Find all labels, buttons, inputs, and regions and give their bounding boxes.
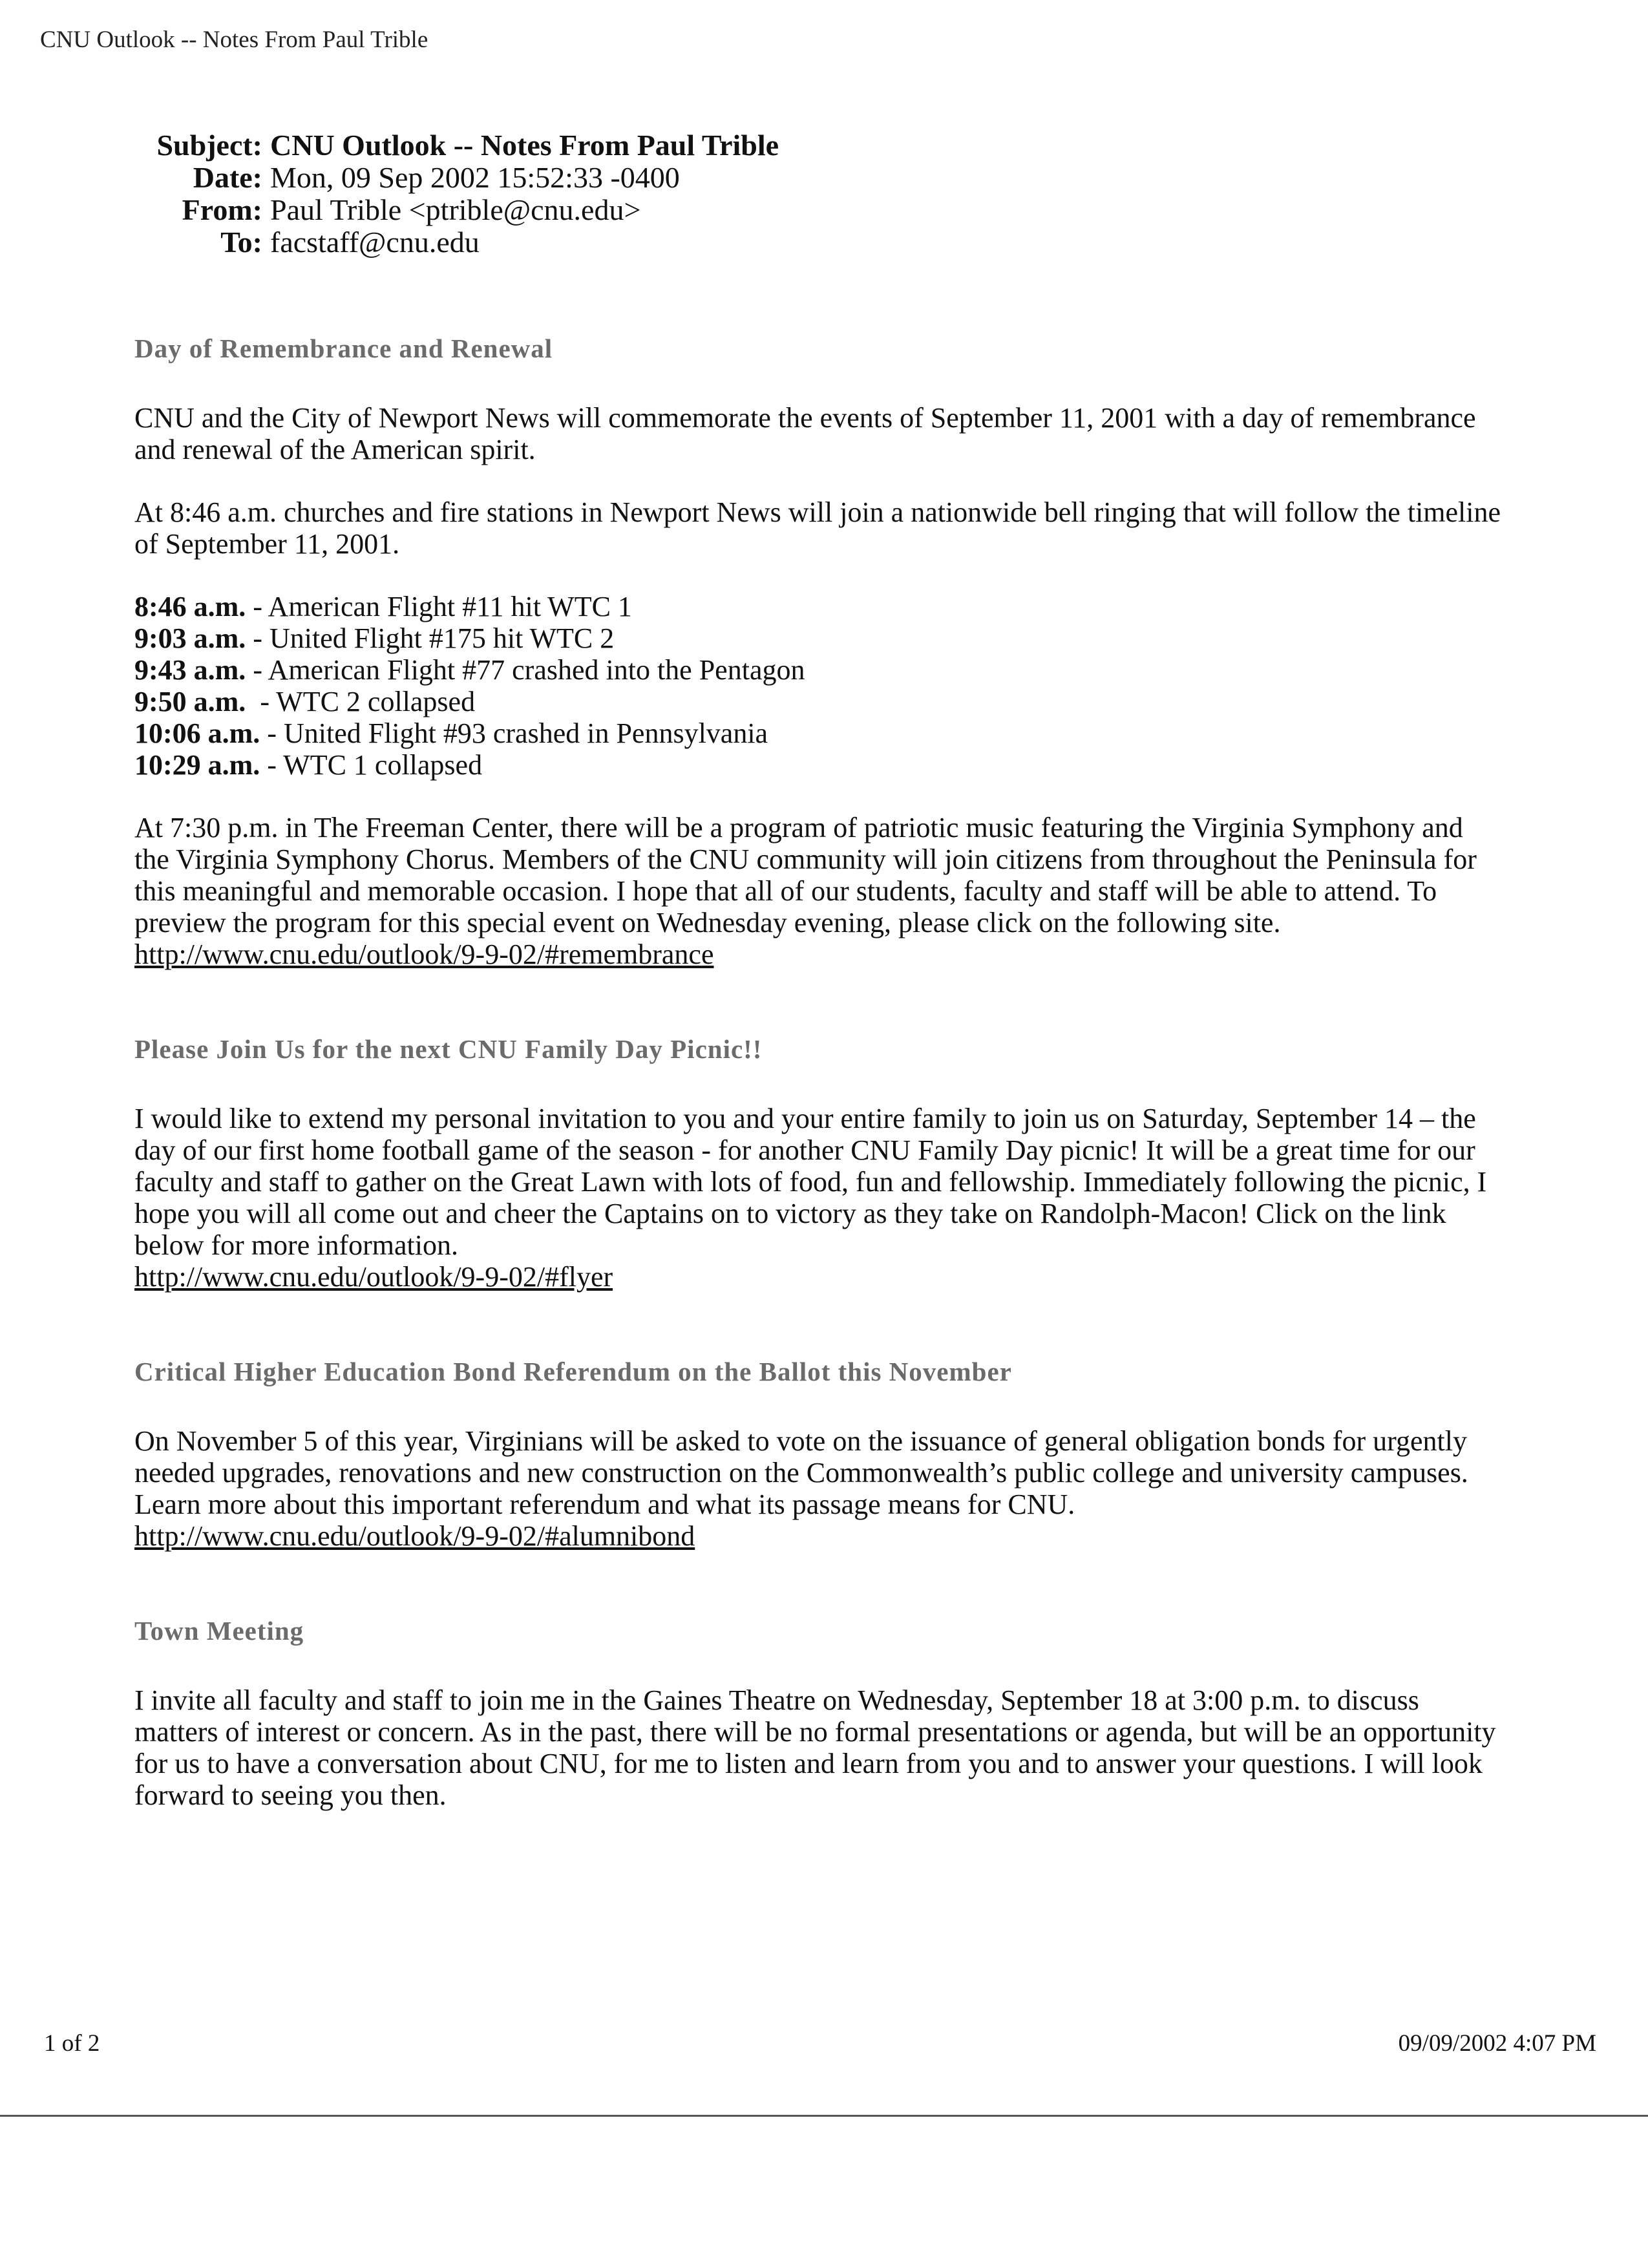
subject-value: CNU Outlook -- Notes From Paul Trible [270, 129, 779, 162]
subject-label: Subject: [156, 129, 262, 162]
timeline-list [134, 591, 1505, 781]
from-row [141, 194, 779, 226]
bond-link[interactable]: http://www.cnu.edu/outlook/9-9-02/#alumnibond [134, 1520, 695, 1552]
email-header-block [141, 129, 779, 259]
timeline-event: - United Flight #175 hit WTC 2 [246, 622, 615, 654]
date-row [141, 162, 779, 194]
picnic-section [134, 1033, 1505, 1293]
timeline-item [134, 686, 1505, 717]
subject-row [141, 129, 779, 162]
from-label: From: [182, 193, 262, 226]
remembrance-section [134, 333, 1505, 970]
remembrance-paragraph-2: At 8:46 a.m. churches and fire stations in Newport News will join a nationwide bell ringing that will follow the timeline of September 11, 2001. [134, 496, 1501, 560]
timeline-time: 9:03 a.m. [134, 622, 246, 654]
bond-title: Critical Higher Education Bond Referendum on the Ballot this November [134, 1357, 1012, 1386]
timeline-event: - American Flight #77 crashed into the Pentagon [246, 654, 805, 686]
timeline-item [134, 654, 1505, 686]
remembrance-link[interactable]: http://www.cnu.edu/outlook/9-9-02/#remembrance [134, 938, 714, 970]
to-value: facstaff@cnu.edu [270, 226, 480, 259]
page-header-title: CNU Outlook -- Notes From Paul Trible [40, 26, 428, 53]
timeline-event: - WTC 2 collapsed [246, 686, 476, 717]
timeline-item [134, 622, 1505, 654]
page-bottom-divider [0, 2115, 1648, 2117]
picnic-paragraph: I would like to extend my personal invitation to you and your entire family to join us on Saturday, September 14 – the day of our first home football game of the season - for another CNU Family Day picnic! It will be a great time for our faculty and staff to gather on the Great Lawn with lots of food, fun and fellowship. Immediately following the picnic, I hope you will all come out and cheer the Captains on to victory as they take on Randolph-Macon! Click on the link below for more information. [134, 1103, 1487, 1261]
timeline-time: 9:43 a.m. [134, 654, 246, 686]
print-timestamp: 09/09/2002 4:07 PM [1398, 2030, 1596, 2057]
date-label: Date: [193, 161, 262, 194]
timeline-time: 8:46 a.m. [134, 591, 246, 622]
to-label: To: [220, 226, 262, 259]
timeline-event: - WTC 1 collapsed [260, 749, 483, 781]
from-value: Paul Trible <ptrible@cnu.edu> [270, 193, 641, 226]
timeline-time: 10:29 a.m. [134, 749, 260, 781]
picnic-title: Please Join Us for the next CNU Family Day Picnic!! [134, 1034, 763, 1064]
timeline-time: 10:06 a.m. [134, 717, 260, 749]
remembrance-title: Day of Remembrance and Renewal [134, 334, 553, 363]
timeline-item [134, 717, 1505, 749]
timeline-event: - United Flight #93 crashed in Pennsylvania [260, 717, 768, 749]
timeline-item [134, 591, 1505, 622]
email-body [134, 333, 1505, 1874]
town-meeting-section [134, 1615, 1505, 1811]
bond-paragraph: On November 5 of this year, Virginians will be asked to vote on the issuance of general obligation bonds for urgently needed upgrades, renovations and new construction on the Commonwealth’s public college and university campuses. Learn more about this important referendum and what its passage means for CNU. [134, 1425, 1468, 1520]
town-meeting-paragraph: I invite all faculty and staff to join me in the Gaines Theatre on Wednesday, September 18 at 3:00 p.m. to discuss matters of interest or concern. As in the past, there will be no formal presentations or agenda, but will be an opportunity for us to have a conversation about CNU, for me to listen and learn from you and to answer your questions. I will look forward to seeing you then. [134, 1684, 1496, 1811]
remembrance-paragraph-1: CNU and the City of Newport News will commemorate the events of September 11, 2001 with a day of remembrance and renewal of the American spirit. [134, 402, 1476, 465]
bond-section [134, 1356, 1505, 1552]
timeline-time: 9:50 a.m. [134, 686, 246, 717]
page-count: 1 of 2 [44, 2030, 100, 2057]
timeline-event: - American Flight #11 hit WTC 1 [246, 591, 632, 622]
timeline-item [134, 749, 1505, 781]
remembrance-paragraph-3: At 7:30 p.m. in The Freeman Center, there will be a program of patriotic music featuring the Virginia Symphony and the Virginia Symphony Chorus. Members of the CNU community will join citizens from throughout the Peninsula for this meaningful and memorable occasion. I hope that all of our students, faculty and staff will be able to attend. To preview the program for this special event on Wednesday evening, please click on the following site. [134, 812, 1477, 938]
picnic-link[interactable]: http://www.cnu.edu/outlook/9-9-02/#flyer [134, 1261, 613, 1293]
date-value: Mon, 09 Sep 2002 15:52:33 -0400 [270, 161, 680, 194]
town-meeting-title: Town Meeting [134, 1616, 304, 1646]
to-row [141, 226, 779, 259]
